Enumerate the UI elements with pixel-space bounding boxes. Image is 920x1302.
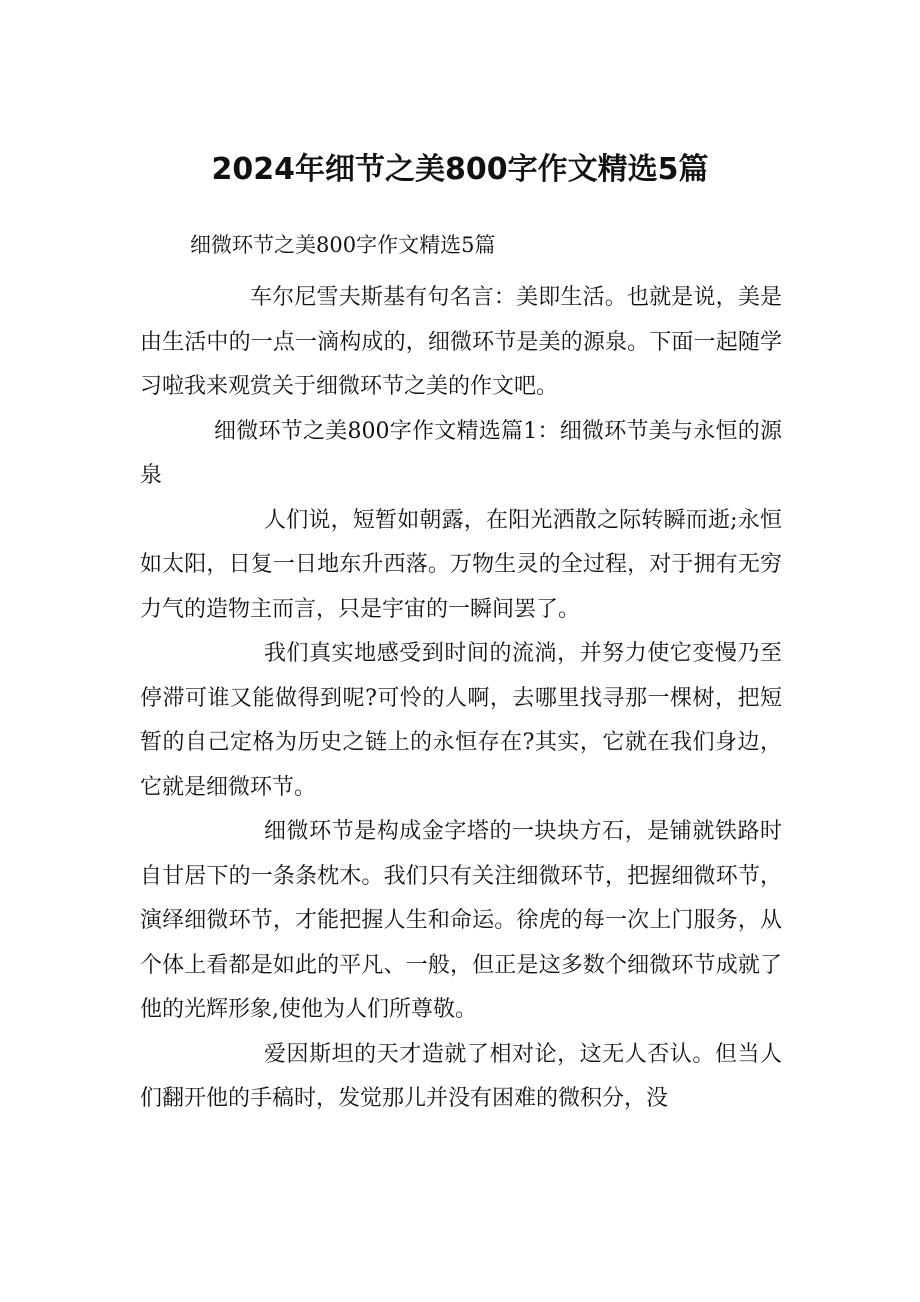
body-paragraph: 人们说，短暂如朝露，在阳光洒散之际转瞬而逝;永恒如太阳，日复一日地东升西落。万物生灵的全过程，对于拥有无穷力气的造物主而言，只是宇宙的一瞬间罢了。	[140, 507, 782, 622]
document-title: 2024年细节之美800字作文精选5篇	[211, 152, 709, 187]
document-body	[140, 276, 782, 1122]
document-subtitle: 细微环节之美800字作文精选5篇	[190, 233, 496, 257]
body-paragraph: 细微环节是构成金字塔的一块块方石，是铺就铁路时自甘居下的一条条枕木。我们只有关注细微环节，把握细微环节，演绎细微环节，才能把握人生和命运。徐虎的每一次上门服务，从个体上看都是如此的平凡、一般，但正是这多数个细微环节成就了他的光辉形象,使他为人们所尊敬。	[140, 819, 782, 1022]
body-paragraph: 我们真实地感受到时间的流淌，并努力使它变慢乃至停滞可谁又能做得到呢?可怜的人啊，去哪里找寻那一棵树，把短暂的自己定格为历史之链上的永恒存在?其实，它就在我们身边，它就是细微环节。	[140, 641, 782, 800]
body-paragraph: 爱因斯坦的天才造就了相对论，这无人否认。但当人们翻开他的手稿时，发觉那儿并没有困难的微积分，没	[140, 1041, 782, 1111]
essay-heading: 细微环节之美800字作文精选篇1：细微环节美与永恒的源泉	[140, 418, 782, 488]
intro-paragraph: 车尔尼雪夫斯基有句名言：美即生活。也就是说，美是由生活中的一点一滴构成的，细微环节是美的源泉。下面一起随学习啦我来观赏关于细微环节之美的作文吧。	[140, 285, 782, 399]
